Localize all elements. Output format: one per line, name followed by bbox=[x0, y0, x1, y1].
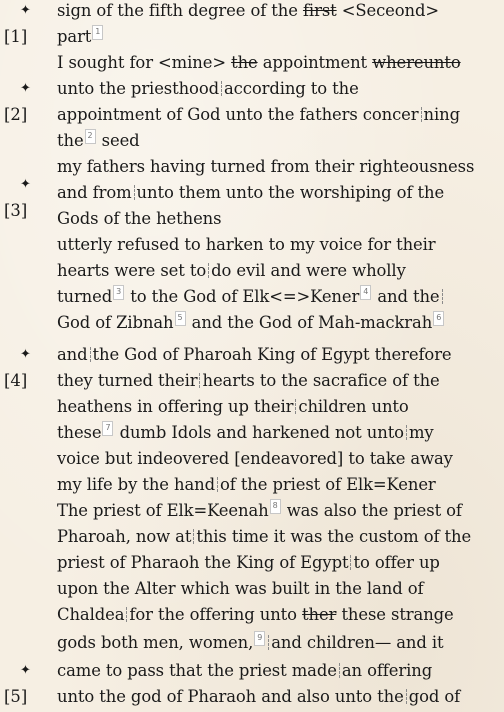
text-span: hearts were set to bbox=[57, 261, 207, 280]
text-line bbox=[57, 368, 500, 394]
text-line bbox=[57, 206, 500, 232]
text-span: was also the priest of bbox=[281, 501, 462, 520]
text-span: and the God of Mah-mackrah bbox=[186, 313, 433, 332]
footnote-marker[interactable]: 8 bbox=[270, 499, 281, 514]
text-line bbox=[57, 102, 500, 128]
text-span: gods both men, women, bbox=[57, 633, 254, 652]
footnote-marker[interactable]: 2 bbox=[85, 129, 96, 144]
text-line bbox=[57, 394, 500, 420]
text-span: god of bbox=[408, 687, 461, 706]
text-span: do evil and were wholly bbox=[211, 261, 406, 280]
text-span: my life by the hand bbox=[57, 475, 215, 494]
text-span: of the priest of Elk=Kener bbox=[219, 475, 436, 494]
text-line bbox=[57, 420, 500, 446]
footnote-marker[interactable]: 3 bbox=[113, 285, 124, 300]
paragraph-mark-icon: ✦ bbox=[20, 177, 31, 192]
text-span: and from bbox=[57, 183, 132, 202]
text-line bbox=[57, 550, 500, 576]
text-line bbox=[57, 576, 500, 602]
text-span: The priest of Elk=Keenah bbox=[57, 501, 269, 520]
text-line bbox=[57, 684, 500, 710]
text-span: to the God of Elk<=>Kener bbox=[125, 287, 360, 306]
text-span: and the bbox=[372, 287, 440, 306]
text-line bbox=[57, 180, 500, 206]
text-span: upon the Alter which was built in the land of bbox=[57, 579, 424, 598]
text-span: unto the priesthood bbox=[57, 79, 219, 98]
text-line bbox=[57, 524, 500, 550]
paragraph-number: [1] bbox=[4, 27, 28, 46]
text-line bbox=[57, 446, 500, 472]
text-span: <Seceond> bbox=[336, 1, 440, 20]
text-span: part bbox=[57, 27, 92, 46]
text-span: came to pass that the priest made bbox=[57, 661, 337, 680]
text-span: seed bbox=[96, 131, 140, 150]
text-span: God of Zibnah bbox=[57, 313, 174, 332]
text-line bbox=[57, 472, 500, 498]
text-line bbox=[57, 310, 500, 336]
break-marker bbox=[217, 477, 218, 492]
break-marker bbox=[406, 425, 407, 440]
text-span: Chaldea bbox=[57, 605, 125, 624]
text-line bbox=[57, 630, 500, 656]
footnote-marker[interactable]: 5 bbox=[175, 311, 186, 326]
break-marker bbox=[295, 399, 296, 414]
struck-text: first bbox=[302, 1, 337, 20]
text-span: dumb Idols and harkened not unto bbox=[114, 423, 404, 442]
text-span: these bbox=[57, 423, 102, 442]
text-line bbox=[57, 284, 500, 310]
paragraph-number: [4] bbox=[4, 371, 28, 390]
text-span: the bbox=[57, 131, 84, 150]
text-span: these strange bbox=[336, 605, 454, 624]
struck-text: whereunto bbox=[372, 53, 461, 72]
footnote-marker[interactable]: 6 bbox=[433, 311, 444, 326]
break-marker bbox=[134, 185, 135, 200]
paragraph-number: [5] bbox=[4, 687, 28, 706]
text-span: hearts to the sacrafice of the bbox=[202, 371, 440, 390]
text-line bbox=[57, 24, 500, 50]
break-marker bbox=[193, 529, 194, 544]
footnote-marker[interactable]: 9 bbox=[254, 631, 265, 646]
break-marker bbox=[90, 347, 91, 362]
text-span: and bbox=[57, 345, 88, 364]
break-marker bbox=[339, 663, 340, 678]
text-span: appointment of God unto the fathers concer bbox=[57, 105, 419, 124]
text-span: Pharoah, now at bbox=[57, 527, 192, 546]
text-line bbox=[57, 258, 500, 284]
break-marker bbox=[126, 607, 127, 622]
text-line bbox=[57, 76, 500, 102]
break-marker bbox=[421, 107, 422, 122]
text-span: they turned their bbox=[57, 371, 198, 390]
text-span: and children— and it bbox=[271, 633, 444, 652]
break-marker bbox=[406, 689, 407, 704]
text-span: appointment bbox=[257, 53, 373, 72]
text-line bbox=[57, 232, 500, 258]
break-marker bbox=[350, 555, 351, 570]
text-span: priest of Pharaoh the King of Egypt bbox=[57, 553, 349, 572]
text-span: children unto bbox=[298, 397, 409, 416]
paragraph-mark-icon: ✦ bbox=[20, 663, 31, 678]
footnote-marker[interactable]: 7 bbox=[102, 421, 113, 436]
text-span: ning bbox=[423, 105, 460, 124]
text-span: to offer up bbox=[353, 553, 440, 572]
text-span: my bbox=[408, 423, 434, 442]
footnote-marker[interactable]: 4 bbox=[360, 285, 371, 300]
paragraph-number: [3] bbox=[4, 201, 28, 220]
paragraph-mark-icon: ✦ bbox=[20, 347, 31, 362]
text-span: the God of Pharoah King of Egypt therefore bbox=[92, 345, 452, 364]
text-line bbox=[57, 658, 500, 684]
text-span: sign of the fifth degree of the bbox=[57, 1, 303, 20]
text-span: utterly refused to harken to my voice for their bbox=[57, 235, 436, 254]
text-span: for the offering unto bbox=[129, 605, 303, 624]
text-line bbox=[57, 498, 500, 524]
text-span: I sought for <mine> bbox=[57, 53, 232, 72]
struck-text: the bbox=[231, 53, 258, 72]
paragraph-number: [2] bbox=[4, 105, 28, 124]
text-span: heathens in offering up their bbox=[57, 397, 294, 416]
text-span: turned bbox=[57, 287, 113, 306]
text-line bbox=[57, 128, 500, 154]
break-marker bbox=[268, 635, 269, 650]
text-span: this time it was the custom of the bbox=[196, 527, 472, 546]
footnote-marker[interactable]: 1 bbox=[92, 25, 103, 40]
text-span: Gods of the hethens bbox=[57, 209, 222, 228]
text-span: unto the god of Pharaoh and also unto the bbox=[57, 687, 404, 706]
text-span: an offering bbox=[341, 661, 433, 680]
text-span: voice but indeovered [endeavored] to take away bbox=[57, 449, 453, 468]
break-marker bbox=[208, 263, 209, 278]
paragraph-mark-icon: ✦ bbox=[20, 3, 31, 18]
text-line bbox=[57, 0, 500, 24]
text-line bbox=[57, 154, 500, 180]
text-line bbox=[57, 50, 500, 76]
break-marker bbox=[199, 373, 200, 388]
text-line bbox=[57, 342, 500, 368]
paragraph-mark-icon: ✦ bbox=[20, 81, 31, 96]
struck-text: ther bbox=[302, 605, 337, 624]
break-marker bbox=[442, 289, 443, 304]
text-span: unto them unto the worshiping of the bbox=[136, 183, 445, 202]
text-span: according to the bbox=[223, 79, 359, 98]
text-span: my fathers having turned from their righteousness bbox=[57, 157, 475, 176]
text-line bbox=[57, 602, 500, 628]
break-marker bbox=[221, 81, 222, 96]
